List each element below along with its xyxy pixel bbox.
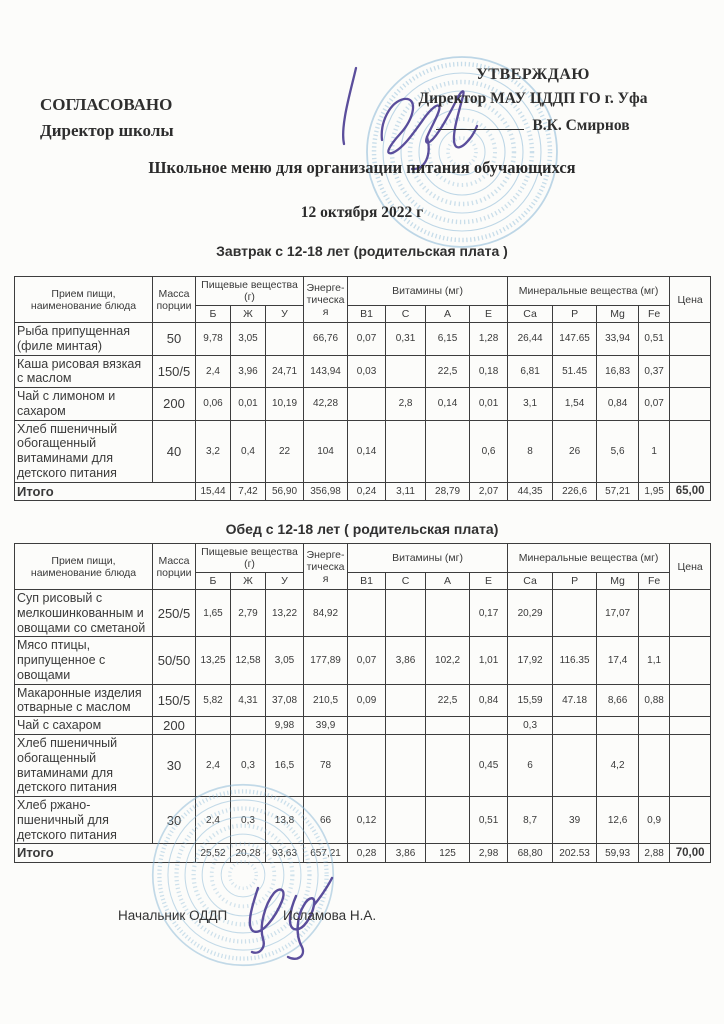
col-meal: Прием пищи, наименование блюда [15,544,153,590]
dish-name-cell: Каша рисовая вязкая с маслом [15,355,153,388]
value-cell: 8 [508,420,553,482]
value-cell [426,797,470,844]
value-cell [386,420,426,482]
value-cell: 0,17 [470,590,508,637]
value-cell: 3,86 [386,844,426,862]
value-cell: 2,98 [470,844,508,862]
value-cell: 3,96 [231,355,266,388]
dish-name-cell: Чай с лимоном и сахаром [15,388,153,421]
portion-mass-cell: 200 [153,717,196,735]
approved-title: УТВЕРЖДАЮ [476,66,590,83]
approved-name: В.К. Смирнов [532,117,630,134]
sub-col-protein: Б [196,306,231,323]
value-cell: 0,51 [639,323,670,356]
value-cell: 210,5 [304,684,348,717]
agreed-subtitle: Директор школы [40,121,174,141]
value-cell: 56,90 [266,482,304,500]
value-cell: 9,98 [266,717,304,735]
price-cell [670,590,711,637]
value-cell [426,735,470,797]
value-cell [348,388,386,421]
value-cell: 3,1 [508,388,553,421]
col-vitamins: Витамины (мг) [348,544,508,573]
portion-mass-cell: 30 [153,797,196,844]
value-cell: 1,01 [470,637,508,684]
value-cell: 10,19 [266,388,304,421]
price-cell: 70,00 [670,844,711,862]
value-cell: 147.65 [553,323,597,356]
signature-line [436,115,524,130]
value-cell: 143,94 [304,355,348,388]
value-cell: 0,84 [470,684,508,717]
value-cell: 12,58 [231,637,266,684]
value-cell: 28,79 [426,482,470,500]
approved-block [368,66,698,135]
value-cell: 226,6 [553,482,597,500]
sub-col-fe: Fe [639,573,670,590]
price-cell [670,637,711,684]
value-cell: 3,11 [386,482,426,500]
value-cell: 0,3 [508,717,553,735]
value-cell [639,590,670,637]
value-cell: 26 [553,420,597,482]
footer-name: Исламова Н.А. [283,908,377,923]
menu-row [15,420,711,482]
value-cell: 26,44 [508,323,553,356]
sub-col-c: C [386,573,426,590]
menu-row [15,323,711,356]
price-cell: 65,00 [670,482,711,500]
value-cell: 0,9 [639,797,670,844]
value-cell: 0,14 [426,388,470,421]
sub-col-e: Е [470,306,508,323]
sub-col-mg: Mg [597,573,639,590]
value-cell: 12,6 [597,797,639,844]
value-cell: 2,79 [231,590,266,637]
value-cell: 0,88 [639,684,670,717]
value-cell: 37,08 [266,684,304,717]
value-cell: 4,31 [231,684,266,717]
portion-mass-cell: 40 [153,420,196,482]
value-cell: 66 [304,797,348,844]
price-cell [670,355,711,388]
lunch-section-title: Обед с 12-18 лет ( родительская плата) [225,521,499,537]
value-cell: 22 [266,420,304,482]
value-cell: 102,2 [426,637,470,684]
value-cell [348,735,386,797]
value-cell: 657,21 [304,844,348,862]
sub-col-fat: Ж [231,306,266,323]
value-cell: 57,21 [597,482,639,500]
dish-name-cell: Хлеб пшеничный обогащенный витаминами для детского питания [15,735,153,797]
value-cell: 104 [304,420,348,482]
value-cell: 2,07 [470,482,508,500]
menu-row [15,637,711,684]
value-cell: 39,9 [304,717,348,735]
sub-col-b1: B1 [348,306,386,323]
price-cell [670,388,711,421]
col-energy: Энерге- тическа я [304,544,348,590]
value-cell: 3,2 [196,420,231,482]
sub-col-carbs: У [266,573,304,590]
total-label-cell: Итого [15,844,196,862]
price-cell [670,797,711,844]
value-cell [553,717,597,735]
sub-col-p: Р [553,306,597,323]
value-cell: 84,92 [304,590,348,637]
value-cell: 17,07 [597,590,639,637]
dish-name-cell: Рыба припущенная (филе минтая) [15,323,153,356]
value-cell: 5,82 [196,684,231,717]
dish-name-cell: Мясо птицы, припущенное с овощами [15,637,153,684]
value-cell: 93,63 [266,844,304,862]
value-cell: 0,4 [231,420,266,482]
sub-col-ca: Са [508,573,553,590]
value-cell [426,717,470,735]
value-cell [639,717,670,735]
value-cell: 0,06 [196,388,231,421]
value-cell: 47.18 [553,684,597,717]
price-cell [670,735,711,797]
col-price: Цена [670,277,711,323]
menu-row [15,355,711,388]
value-cell: 24,71 [266,355,304,388]
lunch-table [14,543,711,863]
menu-row [15,735,711,797]
sub-col-e: Е [470,573,508,590]
value-cell: 0,01 [231,388,266,421]
value-cell: 0,28 [348,844,386,862]
value-cell: 3,05 [231,323,266,356]
value-cell: 8,7 [508,797,553,844]
value-cell: 15,44 [196,482,231,500]
value-cell: 0,12 [348,797,386,844]
value-cell: 1,65 [196,590,231,637]
value-cell: 16,5 [266,735,304,797]
document-title: Школьное меню для организации питания обучающихся [148,158,576,177]
value-cell: 0,3 [231,735,266,797]
value-cell: 0,3 [231,797,266,844]
value-cell [348,590,386,637]
value-cell: 78 [304,735,348,797]
value-cell: 6 [508,735,553,797]
total-label-cell: Итого [15,482,196,500]
value-cell: 202.53 [553,844,597,862]
value-cell: 66,76 [304,323,348,356]
value-cell: 4,2 [597,735,639,797]
value-cell: 0,01 [470,388,508,421]
document-date: 12 октября 2022 г [300,204,424,221]
portion-mass-cell: 200 [153,388,196,421]
value-cell [386,355,426,388]
value-cell: 3,05 [266,637,304,684]
value-cell: 6,15 [426,323,470,356]
value-cell: 22,5 [426,355,470,388]
value-cell: 17,4 [597,637,639,684]
value-cell [386,717,426,735]
value-cell [196,717,231,735]
total-row [15,482,711,500]
total-row [15,844,711,862]
sub-col-a: А [426,306,470,323]
value-cell [231,717,266,735]
value-cell: 6,81 [508,355,553,388]
col-vitamins: Витамины (мг) [348,277,508,306]
value-cell: 22,5 [426,684,470,717]
value-cell [348,717,386,735]
approved-director: Директор МАУ ЦДДП ГО г. Уфа [418,90,648,107]
portion-mass-cell: 50 [153,323,196,356]
value-cell: 1 [639,420,670,482]
value-cell: 1,95 [639,482,670,500]
value-cell: 125 [426,844,470,862]
value-cell: 0,14 [348,420,386,482]
agreed-title: СОГЛАСОВАНО [40,95,173,114]
sub-col-b1: B1 [348,573,386,590]
value-cell [553,735,597,797]
col-minerals: Минеральные вещества (мг) [508,544,670,573]
value-cell: 8,66 [597,684,639,717]
sub-col-c: C [386,306,426,323]
sub-col-a: А [426,573,470,590]
sub-col-fat: Ж [231,573,266,590]
value-cell: 3,86 [386,637,426,684]
portion-mass-cell: 150/5 [153,684,196,717]
value-cell: 1,1 [639,637,670,684]
menu-row [15,388,711,421]
value-cell [470,717,508,735]
sub-col-ca: Са [508,306,553,323]
sub-col-p: Р [553,573,597,590]
value-cell [386,684,426,717]
value-cell [386,590,426,637]
breakfast-section-title: Завтрак с 12-18 лет (родительская плата ) [216,243,508,259]
col-mass: Масса порции [153,544,196,590]
value-cell: 0,09 [348,684,386,717]
portion-mass-cell: 50/50 [153,637,196,684]
value-cell: 0,45 [470,735,508,797]
sub-col-protein: Б [196,573,231,590]
sub-col-mg: Mg [597,306,639,323]
dish-name-cell: Хлеб ржано- пшеничный для детского питания [15,797,153,844]
value-cell: 2,4 [196,797,231,844]
col-price: Цена [670,544,711,590]
value-cell: 0,6 [470,420,508,482]
breakfast-table [14,276,711,501]
value-cell: 51.45 [553,355,597,388]
value-cell: 9,78 [196,323,231,356]
menu-row [15,684,711,717]
price-cell [670,684,711,717]
value-cell: 33,94 [597,323,639,356]
value-cell: 15,59 [508,684,553,717]
value-cell: 0,24 [348,482,386,500]
value-cell: 25,52 [196,844,231,862]
value-cell: 13,25 [196,637,231,684]
value-cell: 39 [553,797,597,844]
portion-mass-cell: 250/5 [153,590,196,637]
sub-col-fe: Fe [639,306,670,323]
value-cell: 0,31 [386,323,426,356]
price-cell [670,717,711,735]
value-cell: 177,89 [304,637,348,684]
dish-name-cell: Хлеб пшеничный обогащенный витаминами для детского питания [15,420,153,482]
value-cell: 44,35 [508,482,553,500]
value-cell [386,797,426,844]
value-cell [553,590,597,637]
approved-signature-line [368,115,698,135]
portion-mass-cell: 150/5 [153,355,196,388]
value-cell: 0,07 [348,323,386,356]
value-cell [266,323,304,356]
value-cell [386,735,426,797]
col-meal: Прием пищи, наименование блюда [15,277,153,323]
agreed-block [40,92,174,145]
value-cell [597,717,639,735]
value-cell: 2,8 [386,388,426,421]
value-cell: 68,80 [508,844,553,862]
col-minerals: Минеральные вещества (мг) [508,277,670,306]
menu-row [15,590,711,637]
dish-name-cell: Макаронные изделия отварные с маслом [15,684,153,717]
value-cell: 20,28 [231,844,266,862]
value-cell: 42,28 [304,388,348,421]
price-cell [670,420,711,482]
footer-position: Начальник ОДДП [118,908,228,923]
value-cell: 0,51 [470,797,508,844]
value-cell: 59,93 [597,844,639,862]
value-cell: 0,07 [348,637,386,684]
sub-col-carbs: У [266,306,304,323]
col-nutrients: Пищевые вещества (г) [196,277,304,306]
col-nutrients: Пищевые вещества (г) [196,544,304,573]
menu-row [15,797,711,844]
col-mass: Масса порции [153,277,196,323]
portion-mass-cell: 30 [153,735,196,797]
value-cell: 0,84 [597,388,639,421]
value-cell: 13,8 [266,797,304,844]
menu-row [15,717,711,735]
value-cell: 0,37 [639,355,670,388]
value-cell: 16,83 [597,355,639,388]
value-cell: 2,4 [196,355,231,388]
value-cell: 1,54 [553,388,597,421]
value-cell: 0,07 [639,388,670,421]
price-cell [670,323,711,356]
value-cell [426,420,470,482]
value-cell: 116.35 [553,637,597,684]
value-cell [426,590,470,637]
value-cell: 356,98 [304,482,348,500]
value-cell: 7,42 [231,482,266,500]
value-cell: 0,03 [348,355,386,388]
value-cell: 1,28 [470,323,508,356]
value-cell: 2,4 [196,735,231,797]
col-energy: Энерге- тическа я [304,277,348,323]
value-cell: 0,18 [470,355,508,388]
dish-name-cell: Суп рисовый с мелкошинкованным и овощами со сметаной [15,590,153,637]
value-cell: 2,88 [639,844,670,862]
dish-name-cell: Чай с сахаром [15,717,153,735]
value-cell: 13,22 [266,590,304,637]
value-cell: 17,92 [508,637,553,684]
value-cell: 5,6 [597,420,639,482]
value-cell: 20,29 [508,590,553,637]
value-cell [639,735,670,797]
